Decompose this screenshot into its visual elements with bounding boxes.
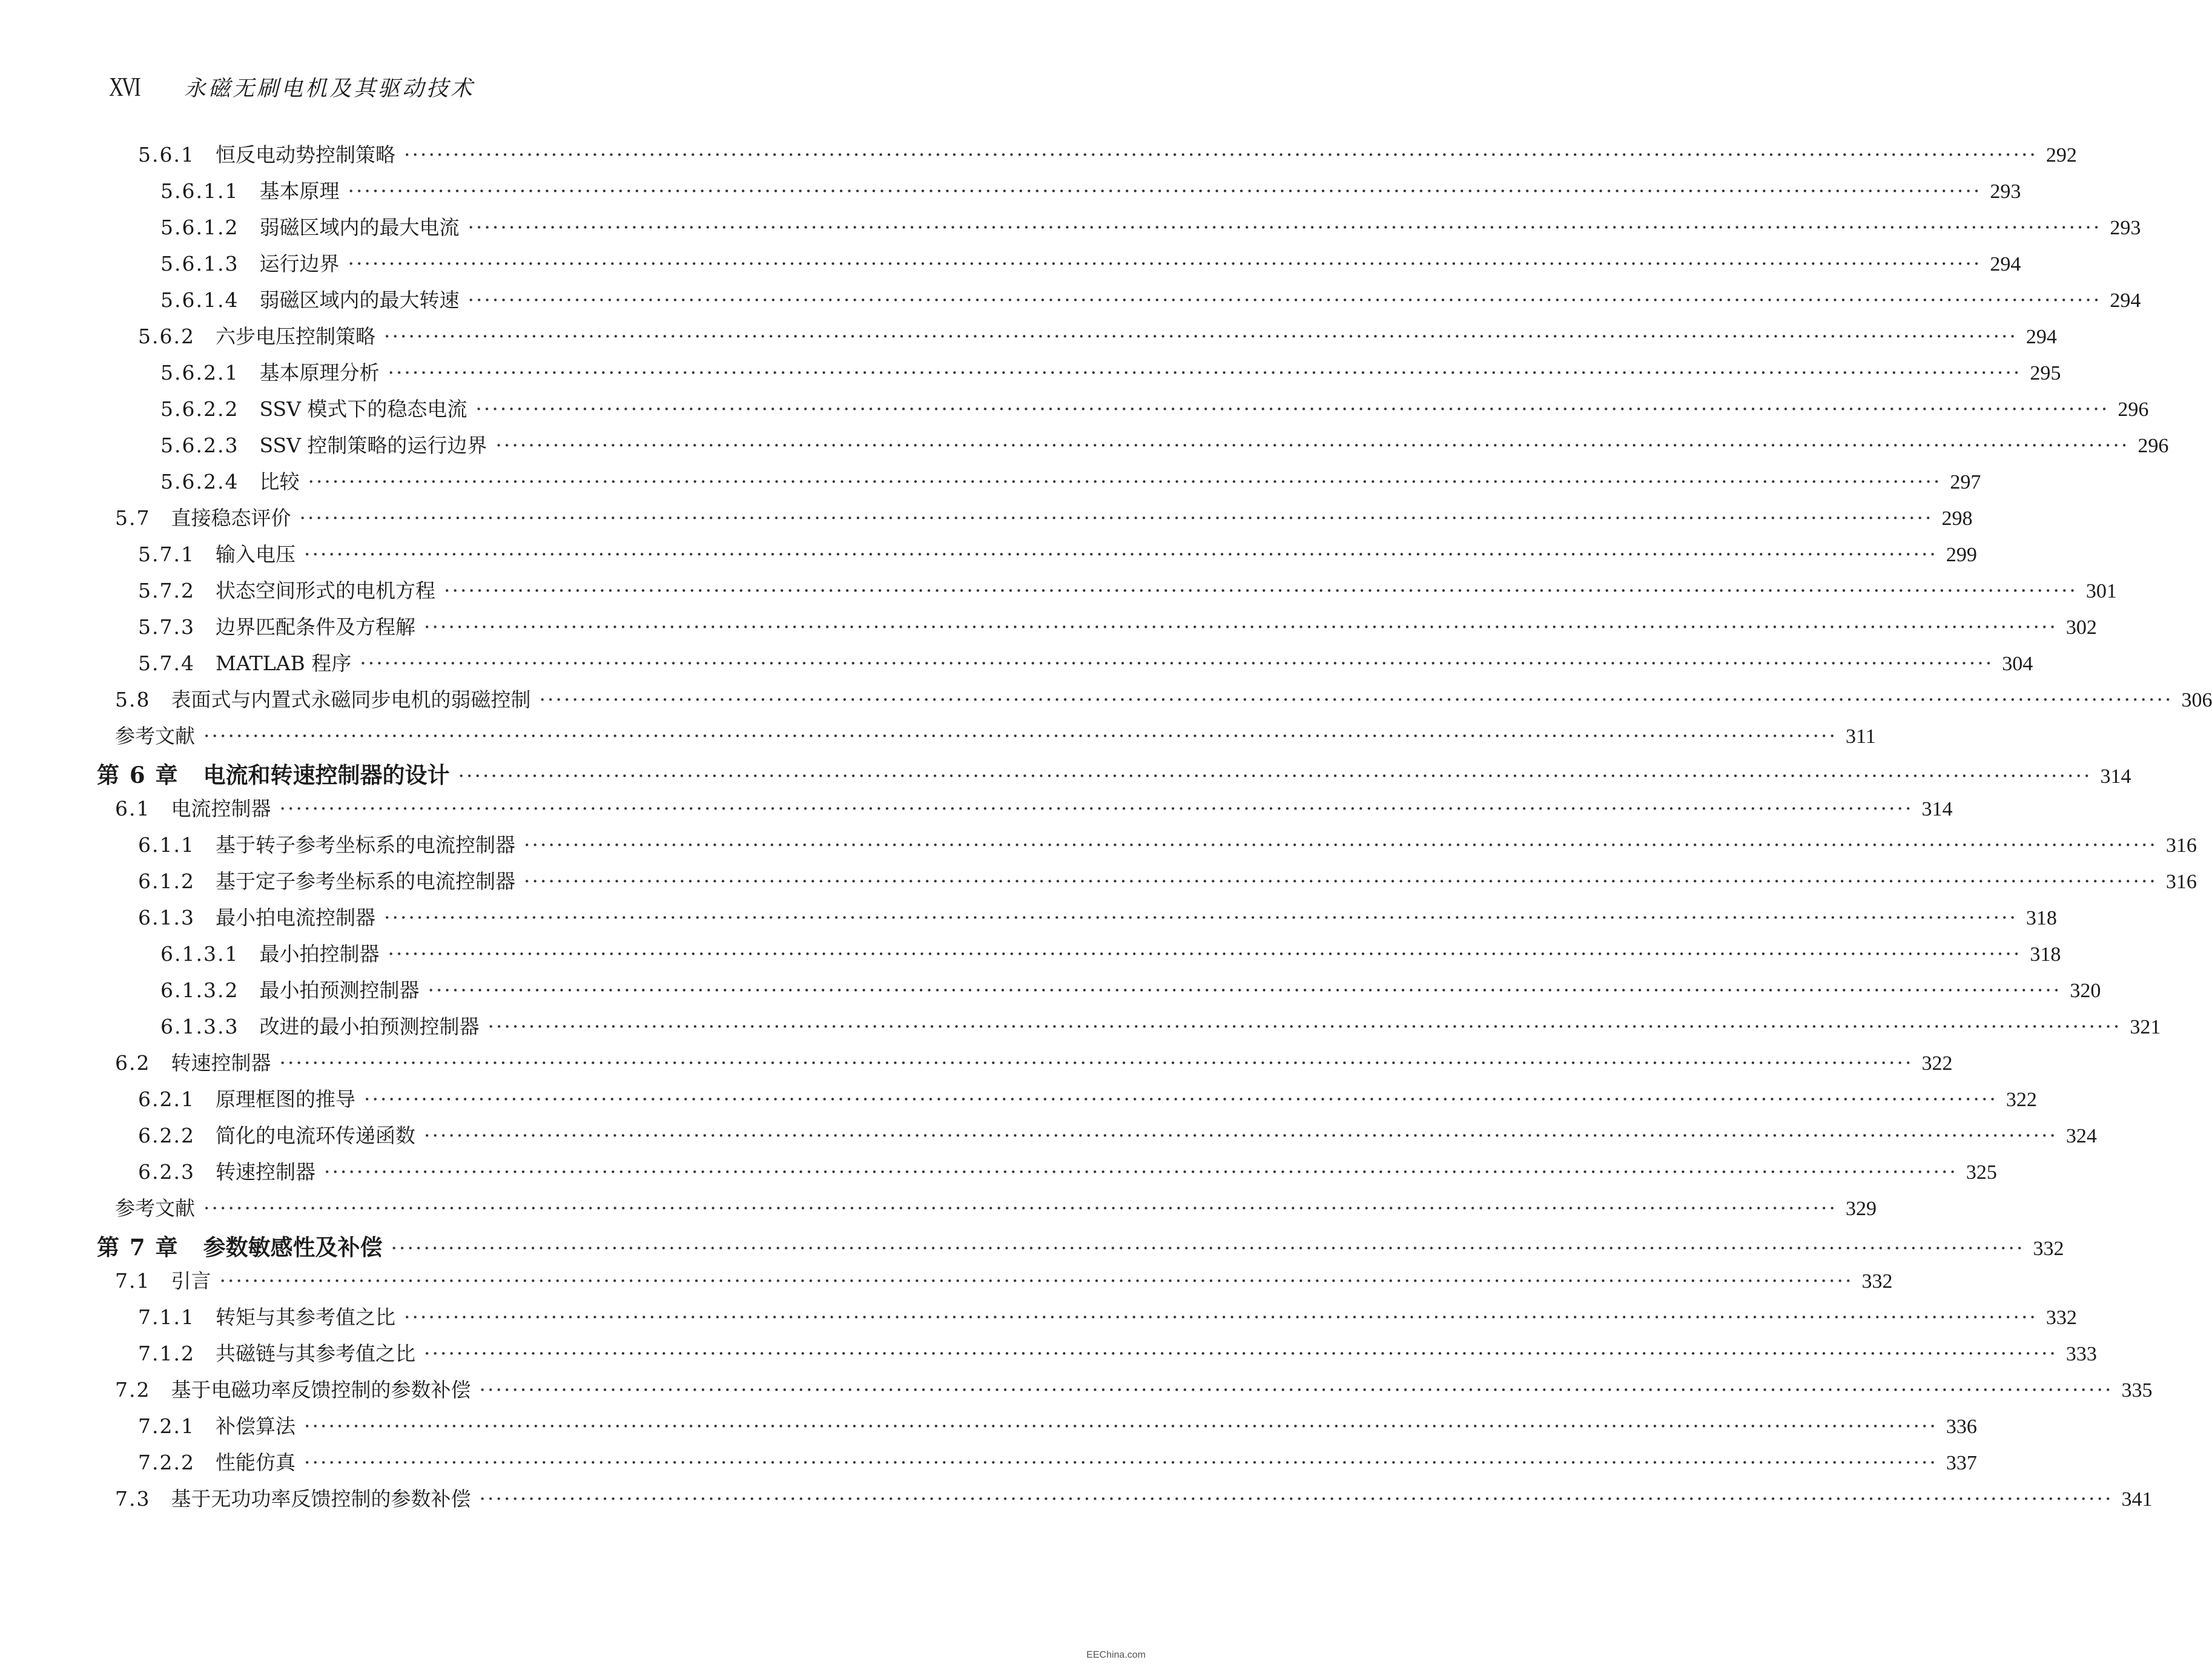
toc-entry [138,1447,1977,1483]
toc-entry [160,394,2149,430]
toc-entry [160,938,2061,975]
toc-entry-title: 性能仿真 [215,1451,295,1474]
toc-entry-number: 7.1.1 [138,1305,195,1329]
toc-entry-number: 6.1.3.1 [160,942,239,966]
toc-entry [138,866,2197,902]
toc-entry-title: 原理框图的推导 [215,1087,355,1111]
toc-entry [160,466,1981,503]
toc-entry-number: 5.6.1.3 [160,252,239,275]
toc-entry-title: SSV 模式下的稳态电流 [259,397,467,421]
toc-leader-dots: ········································································································································································································ [458,764,2092,788]
toc-entry-title: 最小拍预测控制器 [259,978,420,1002]
toc-leader-dots: ········································································································································································································ [303,542,1938,566]
toc-entry-page: 306 [2181,689,2212,711]
toc-entry-page: 293 [2110,217,2141,239]
toc-entry-page: 325 [1966,1161,1997,1184]
watermark: EEChina.com [1086,1650,1146,1660]
toc-entry-number: 5.6.1.4 [160,288,239,312]
toc-entry [138,902,2057,938]
toc-entry-number: 5.6.2.1 [160,361,239,384]
toc-entry-number: 5.6.1 [138,143,195,166]
toc-entry-number: 5.6.2.2 [160,397,239,421]
toc-entry [138,1302,2077,1338]
toc-entry [160,975,2101,1011]
toc-leader-dots: ········································································································································································································ [487,1015,2122,1038]
toc-entry-title: 边界匹配条件及方程解 [215,615,415,639]
toc-leader-dots: ········································································································································································································ [348,179,1982,203]
toc-entry-number: 6.1 [115,797,151,820]
toc-entry [160,430,2169,466]
toc-entry-page: 332 [1861,1270,1893,1293]
toc-entry-title: 基于无功功率反馈控制的参数补偿 [171,1487,471,1511]
toc-entry-number: 7.2.2 [138,1451,195,1474]
toc-entry-page: 299 [1946,544,1977,566]
toc-entry-page: 292 [2045,144,2077,166]
toc-entry [138,1338,2097,1374]
toc-entry-page: 324 [2065,1125,2097,1147]
toc-entry [160,248,2021,285]
toc-entry-page: 332 [2033,1238,2064,1260]
toc-leader-dots: ········································································································································································································ [479,1378,2113,1402]
toc-entry-page: 321 [2130,1016,2161,1038]
toc-entry-page: 341 [2121,1488,2153,1511]
toc-entry-number: 6.2.1 [138,1087,195,1111]
toc-entry-page: 316 [2165,871,2197,893]
toc-entry-number: 5.6.2.3 [160,433,239,457]
toc-leader-dots: ········································································································································································································ [423,615,2058,639]
toc-entry-page: 333 [2065,1343,2097,1365]
toc-leader-dots: ········································································································································································································ [391,1236,2025,1260]
toc-entry [138,611,2097,648]
toc-entry-page: 301 [2085,580,2117,602]
toc-entry-number: 6.2.2 [138,1124,195,1147]
toc-leader-dots: ········································································································································································································ [403,1305,2038,1329]
toc-leader-dots: ········································································································································································································ [479,1487,2113,1511]
toc-entry [138,575,2117,611]
toc-entry-page: 295 [2030,362,2061,384]
toc-leader-dots: ········································································································································································································ [363,1087,1998,1111]
toc-entry-number: 5.7.4 [138,651,195,675]
toc-entry [160,285,2141,321]
toc-entry [160,212,2141,248]
toc-entry-title: SSV 控制策略的运行边界 [259,433,487,457]
toc-leader-dots: ········································································································································································································ [467,288,2102,312]
toc-entry-title: 参考文献 [115,1196,195,1220]
toc-leader-dots: ········································································································································································································ [495,433,2130,457]
toc-entry-number: 6.1.2 [138,869,195,893]
toc-entry [160,176,2021,212]
toc-entry [160,357,2061,394]
toc-leader-dots: ········································································································································································································ [403,143,2038,166]
toc-entry-title: 转速控制器 [171,1051,271,1075]
toc-entry [115,1265,1893,1302]
toc-chapter-entry [97,1229,2064,1265]
toc-entry-number: 6.1.1 [138,833,195,857]
toc-leader-dots: ········································································································································································································ [428,978,2062,1002]
toc-entry-number: 5.6.2 [138,325,195,348]
toc-leader-dots: ········································································································································································································ [303,1414,1938,1438]
toc-entry-title: 电流和转速控制器的设计 [203,762,450,788]
toc-entry-title: 基于电磁功率反馈控制的参数补偿 [171,1378,471,1402]
toc-entry-number: 7.2.1 [138,1414,195,1438]
toc-entry-page: 297 [1950,471,1981,493]
toc-entry-title: 输入电压 [215,542,295,566]
toc-entry-title: 改进的最小拍预测控制器 [259,1015,480,1038]
toc-entry-page: 294 [1990,253,2021,275]
book-title: 永磁无刷电机及其驱动技术 [184,76,475,101]
toc-entry-number: 5.8 [115,688,151,711]
toc-leader-dots: ········································································································································································································ [303,1451,1938,1474]
toc-entry-page: 304 [2002,653,2033,675]
toc-chapter-entry [97,757,2131,793]
toc-entry-page: 298 [1941,507,1973,530]
toc-entry-page: 329 [1845,1198,1877,1220]
toc-entry-number: 6.2 [115,1051,151,1075]
toc-entry-number: 6.1.3 [138,906,195,929]
toc-entry-page: 318 [2030,943,2061,966]
toc-entry-title: 电流控制器 [171,797,271,820]
toc-entry-number: 5.6.1.1 [160,179,239,203]
toc-entry [138,1120,2097,1156]
toc-entry-title: 补偿算法 [215,1414,295,1438]
toc-entry-number: 5.7.1 [138,542,195,566]
toc-entry-page: 322 [2006,1089,2037,1111]
toc-leader-dots: ········································································································································································································ [279,797,1913,820]
toc-entry [138,539,1977,575]
toc-entry [115,720,1876,757]
toc-entry-number: 6.1.3.2 [160,978,239,1002]
toc-entry [115,1483,2153,1520]
toc-entry-number: 7.3 [115,1487,151,1511]
toc-leader-dots: ········································································································································································································ [523,833,2158,857]
toc-leader-dots: ········································································································································································································ [360,651,1994,675]
toc-entry [138,1156,1997,1193]
toc-entry-page: 320 [2070,980,2101,1002]
toc-entry-page: 293 [1990,180,2021,203]
toc-leader-dots: ········································································································································································································ [523,869,2158,893]
toc-entry-title: 转速控制器 [215,1160,315,1184]
toc-entry-title: 基于转子参考坐标系的电流控制器 [215,833,515,857]
toc-entry-title: 表面式与内置式永磁同步电机的弱磁控制 [171,688,531,711]
toc-entry-page: 314 [2100,765,2131,788]
toc-entry [115,1193,1877,1229]
toc-entry-title: 直接稳态评价 [171,506,291,530]
toc-entry [138,1411,1977,1447]
toc-entry-number: 7.1.2 [138,1342,195,1365]
toc-entry-page: 302 [2065,616,2097,639]
toc-entry [138,139,2077,176]
toc-entry [115,684,2212,720]
toc-entry [138,321,2057,357]
toc-entry-title: 运行边界 [259,252,340,275]
toc-entry-number: 5.7 [115,506,151,530]
toc-leader-dots: ········································································································································································································ [323,1160,1958,1184]
toc-leader-dots: ········································································································································································································ [203,1196,1837,1220]
toc-entry-number: 5.6.1.2 [160,216,239,239]
toc-entry-title: 基本原理分析 [259,361,380,384]
toc-entry-number: 6.2.3 [138,1160,195,1184]
toc-entry-title: 引言 [171,1269,211,1293]
toc-leader-dots: ········································································································································································································ [383,906,2018,929]
toc-leader-dots: ········································································································································································································ [423,1124,2058,1147]
toc-entry-title: 六步电压控制策略 [215,325,375,348]
toc-leader-dots: ········································································································································································································ [308,470,1942,493]
toc-entry-title: 基本原理 [259,179,340,203]
toc-entry-number: 6.1.3.3 [160,1015,239,1038]
toc-entry-page: 332 [2045,1307,2077,1329]
toc-entry-page: 316 [2165,834,2197,857]
toc-entry-title: 共磁链与其参考值之比 [215,1342,415,1365]
toc-leader-dots: ········································································································································································································ [348,252,1982,275]
toc-leader-dots: ········································································································································································································ [388,361,2022,384]
toc-entry-page: 314 [1921,798,1953,820]
toc-entry [115,1374,2153,1411]
toc-entry-title: 参考文献 [115,724,195,748]
toc-entry-title: 参数敏感性及补偿 [203,1234,383,1261]
toc-entry-title: 转矩与其参考值之比 [215,1305,395,1329]
toc-entry-number: 第 6 章 [97,762,179,788]
toc-entry-page: 318 [2025,907,2057,929]
toc-entry-number: 5.7.3 [138,615,195,639]
toc-leader-dots: ········································································································································································································ [219,1269,1854,1293]
toc-entry-number: 第 7 章 [97,1234,179,1261]
toc-entry-title: 最小拍控制器 [259,942,380,966]
toc-entry-title: 恒反电动势控制策略 [215,143,395,166]
toc-entry [138,829,2197,866]
toc-entry-page: 322 [1921,1052,1953,1075]
toc-leader-dots: ········································································································································································································ [279,1051,1913,1075]
toc-entry [138,1084,2037,1120]
toc-entry-page: 296 [2118,398,2149,421]
toc-entry-title: 比较 [259,470,300,493]
toc-leader-dots: ········································································································································································································ [423,1342,2058,1365]
toc-leader-dots: ········································································································································································································ [539,688,2173,711]
toc-entry-page: 337 [1946,1452,1977,1474]
toc-entry-title: 状态空间形式的电机方程 [215,579,435,602]
toc-entry-page: 294 [2025,326,2057,348]
toc-entry-number: 7.2 [115,1378,151,1402]
toc-entry [115,503,1973,539]
toc-entry-number: 5.6.2.4 [160,470,239,493]
toc-leader-dots: ········································································································································································································ [203,724,1837,748]
toc-leader-dots: ········································································································································································································ [443,579,2078,602]
toc-entry-page: 335 [2121,1379,2153,1402]
toc-entry [115,793,1953,829]
toc-entry-page: 336 [1946,1416,1977,1438]
toc-leader-dots: ········································································································································································································ [388,942,2022,966]
toc-entry [138,648,2033,684]
toc-entry-page: 294 [2110,289,2141,312]
toc-entry-page: 296 [2138,435,2169,457]
toc-entry-number: 7.1 [115,1269,151,1293]
toc-entry-title: 简化的电流环传递函数 [215,1124,415,1147]
toc-entry [115,1047,1953,1084]
toc-entry-title: 基于定子参考坐标系的电流控制器 [215,869,515,893]
toc-entry-title: 弱磁区域内的最大电流 [259,216,460,239]
toc-entry-page: 311 [1845,725,1876,748]
page-header [109,71,475,102]
toc-leader-dots: ········································································································································································································ [467,216,2102,239]
toc-entry [160,1011,2161,1047]
toc-entry-title: MATLAB 程序 [215,651,352,675]
page-number: XVI [109,72,139,102]
toc-leader-dots: ········································································································································································································ [299,506,1933,530]
toc-leader-dots: ········································································································································································································ [383,325,2018,348]
toc-entry-title: 弱磁区域内的最大转速 [259,288,460,312]
toc-entry-number: 5.7.2 [138,579,195,602]
toc-leader-dots: ········································································································································································································ [475,397,2110,421]
toc-entry-title: 最小拍电流控制器 [215,906,375,929]
